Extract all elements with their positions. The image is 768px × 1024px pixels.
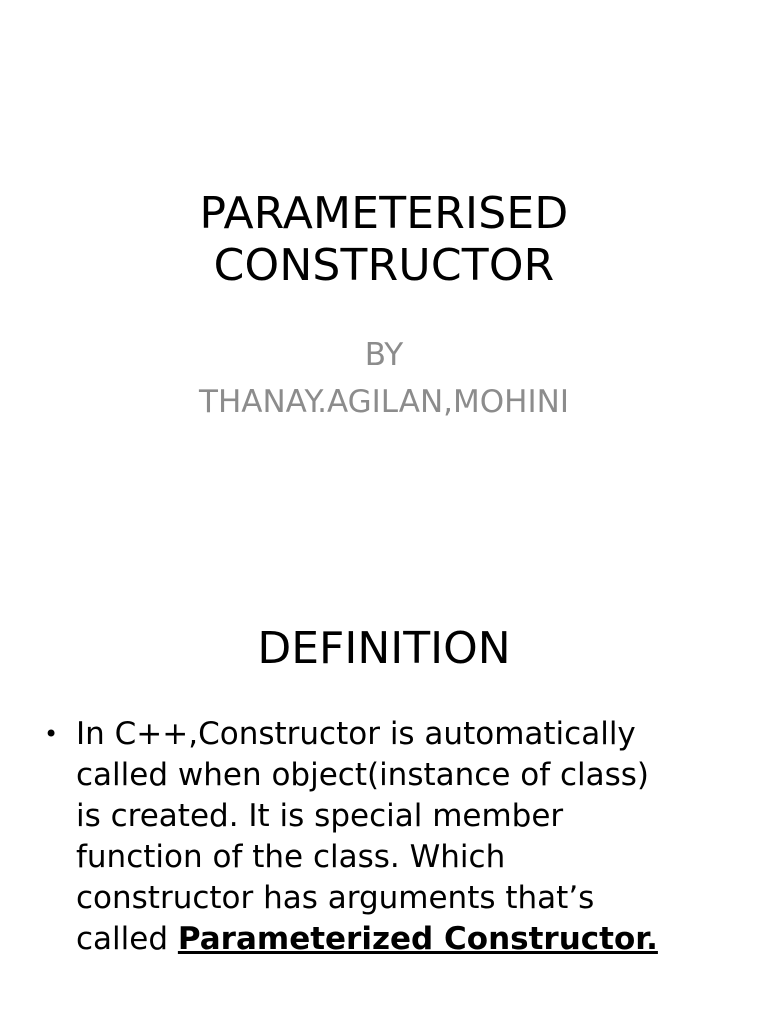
slide-title-line-2: CONSTRUCTOR <box>213 240 555 291</box>
emphasized-term: Parameterized Constructor. <box>177 921 658 957</box>
list-item <box>44 714 744 960</box>
bullet-text-line: is created. It is special member <box>76 798 564 834</box>
bullet-text-prefix: called <box>76 921 178 957</box>
bullet-text-line: constructor has arguments that’s <box>76 880 595 916</box>
bullet-last-line <box>76 919 744 960</box>
subtitle-line-authors: THANAY.AGILAN,MOHINI <box>199 384 569 420</box>
bullet-icon: • <box>44 720 59 748</box>
slide-title <box>0 188 768 292</box>
subtitle-line-by: BY <box>364 337 404 373</box>
definition-heading: DEFINITION <box>257 623 511 674</box>
definition-slide <box>0 576 768 1024</box>
bullet-text-line: called when object(instance of class) <box>76 757 650 793</box>
bullet-text-line: function of the class. Which <box>76 839 506 875</box>
bullet-text-line: In C++,Constructor is automatically <box>76 716 636 752</box>
slide-title-line-1: PARAMETERISED <box>199 188 569 239</box>
slide-subtitle <box>0 332 768 426</box>
bullet-list <box>44 714 744 960</box>
